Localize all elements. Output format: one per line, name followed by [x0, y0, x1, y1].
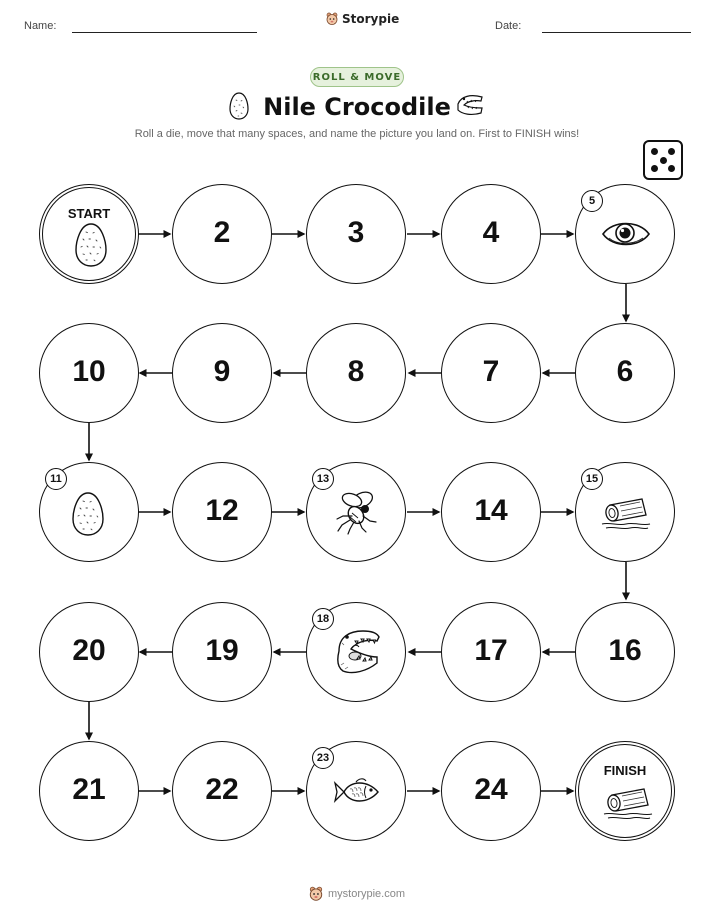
- name-line: [72, 32, 257, 33]
- space-16: [575, 602, 675, 702]
- space-number: 14: [474, 494, 508, 527]
- space-5: [575, 184, 675, 284]
- space-number-badge: 5: [581, 190, 603, 212]
- space-12: [172, 462, 272, 562]
- footer-site-link[interactable]: mystorypie.com: [328, 888, 406, 900]
- egg-icon: [74, 222, 108, 268]
- space-number: 17: [474, 634, 508, 667]
- space-number-badge: 23: [312, 747, 334, 769]
- space-11: [39, 462, 139, 562]
- space-number-badge: 15: [581, 468, 603, 490]
- space-start: [39, 184, 139, 284]
- eye-icon: [601, 218, 651, 250]
- space-number: 3: [347, 216, 365, 249]
- space-23: [306, 741, 406, 841]
- space-number: 12: [205, 494, 239, 527]
- space-9: [172, 323, 272, 423]
- space-15: [575, 462, 675, 562]
- die-icon: [643, 140, 683, 180]
- space-8: [306, 323, 406, 423]
- space-6: [575, 323, 675, 423]
- space-number: 19: [205, 634, 239, 667]
- space-number: 6: [616, 355, 634, 388]
- storypie-mascot-icon: [325, 12, 339, 26]
- space-number: 21: [72, 773, 106, 806]
- log-icon: [600, 497, 652, 531]
- space-22: [172, 741, 272, 841]
- space-7: [441, 323, 541, 423]
- space-21: [39, 741, 139, 841]
- space-19: [172, 602, 272, 702]
- crocodile-icon: [333, 627, 381, 679]
- activity-badge: ROLL & MOVE: [310, 67, 404, 87]
- egg-icon: [71, 491, 105, 537]
- space-number: 4: [482, 216, 500, 249]
- date-label: Date:: [495, 20, 522, 32]
- finish-label: FINISH: [603, 763, 647, 778]
- space-number: 16: [608, 634, 642, 667]
- space-4: [441, 184, 541, 284]
- space-number: 10: [72, 355, 106, 388]
- footer: [308, 886, 405, 902]
- space-3: [306, 184, 406, 284]
- fish-icon: [332, 776, 382, 808]
- space-number: 9: [213, 355, 231, 388]
- space-14: [441, 462, 541, 562]
- storypie-mascot-icon: [308, 886, 324, 902]
- space-20: [39, 602, 139, 702]
- space-13: [306, 462, 406, 562]
- date-line: [542, 32, 691, 33]
- space-number-badge: 11: [45, 468, 67, 490]
- space-10: [39, 323, 139, 423]
- space-24: [441, 741, 541, 841]
- space-2: [172, 184, 272, 284]
- fly-icon: [332, 489, 382, 535]
- space-number: 8: [347, 355, 365, 388]
- space-18: [306, 602, 406, 702]
- space-number-badge: 13: [312, 468, 334, 490]
- log-icon: [602, 787, 654, 821]
- space-17: [441, 602, 541, 702]
- start-label: START: [67, 206, 111, 221]
- instructions-text: Roll a die, move that many spaces, and name the picture you land on. First to FINISH wins!: [134, 128, 580, 140]
- space-number: 7: [482, 355, 500, 388]
- space-number: 20: [72, 634, 106, 667]
- space-number: 2: [213, 216, 231, 249]
- page-title: Nile Crocodile: [263, 93, 451, 121]
- brand-logo: [325, 12, 399, 26]
- space-number-badge: 18: [312, 608, 334, 630]
- space-finish: [575, 741, 675, 841]
- brand-name: Storypie: [342, 12, 400, 26]
- title-crocodile-icon: [455, 92, 485, 122]
- space-number: 22: [205, 773, 239, 806]
- name-label: Name:: [24, 20, 57, 32]
- space-number: 24: [474, 773, 508, 806]
